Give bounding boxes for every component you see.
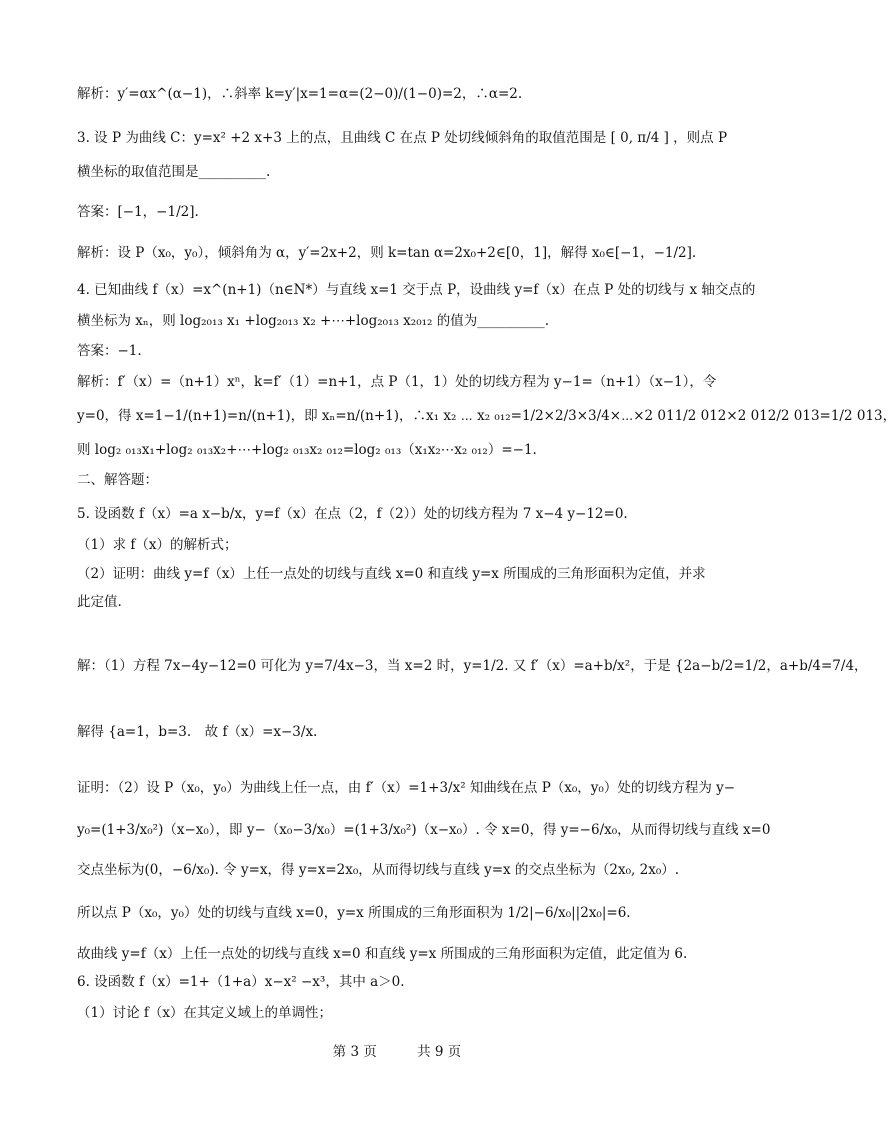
analysis-line-1: 解析：y′=αx^(α−1)，∴斜率 k=y′|x=1=α=(2−0)/(1−0)=2，∴α=2. [77,86,523,102]
answer-4: 答案：−1. [77,343,142,359]
analysis-3: 解析：设 P（x₀，y₀），倾斜角为 α，y′=2x+2，则 k=tan α=2x₀+2∈[0，1]，解得 x₀∈[−1，−1/2]. [77,245,697,261]
proof-line-1: 证明：（2）设 P（x₀，y₀）为曲线上任一点，由 f′（x）=1+3/x² 知曲线在点 P（x₀，y₀）处的切线方程为 y− [77,780,736,796]
question-3-line-2: 横坐标的取值范围是__________. [77,164,271,180]
solution-5-line-2: 解得 {a=1，b=3. 故 f（x）=x−3/x. [77,724,318,740]
question-3-line-1: 3. 设 P 为曲线 C：y=x² +2 x+3 上的点，且曲线 C 在点 P 处切线倾斜角的取值范围是 [ 0, π/4 ] ，则点 P [77,130,728,146]
question-5-part-1: （1）求 f（x）的解析式； [77,537,238,553]
total-pages: 共 9 页 [417,1044,462,1060]
proof-line-5: 故曲线 y=f（x）上任一点处的切线与直线 x=0 和直线 y=x 所围成的三角形面积为定值，此定值为 6. [77,946,688,962]
page-number: 第 3 页 [332,1044,377,1060]
question-6-part-1: （1）讨论 f（x）在其定义域上的单调性； [77,1005,332,1021]
page-footer [0,1040,794,1060]
question-5-part-2-line-1: （2）证明：曲线 y=f（x）上任一点处的切线与直线 x=0 和直线 y=x 所围成的三角形面积为定值，并求 [77,566,706,582]
analysis-4-line-1: 解析：f′（x）=（n+1）xⁿ，k=f′（1）=n+1，点 P（1，1）处的切线方程为 y−1=（n+1）（x−1），令 [77,374,717,390]
analysis-4-line-2: y=0，得 x=1−1/(n+1)=n/(n+1)，即 xₙ=n/(n+1)，∴x₁ x₂ ⋯ x₂ ₀₁₂=1/2×2/3×3/4×⋯×2 011/2 012×2 012/2 013=1/2 013， [77,408,896,424]
question-5-part-2-line-2: 此定值. [77,594,122,610]
analysis-4-line-3: 则 log₂ ₀₁₃x₁+log₂ ₀₁₃x₂+⋯+log₂ ₀₁₃x₂ ₀₁₂=log₂ ₀₁₃（x₁x₂⋯x₂ ₀₁₂）=−1. [77,442,537,458]
question-6: 6. 设函数 f（x）=1+（1+a）x−x² −x³，其中 a＞0. [77,974,405,990]
proof-line-3: 交点坐标为(0，−6/x₀). 令 y=x，得 y=x=2x₀，从而得切线与直线 y=x 的交点坐标为（2x₀, 2x₀）. [77,862,680,878]
proof-line-2: y₀=(1+3/x₀²)（x−x₀），即 y−（x₀−3/x₀）=(1+3/x₀²)（x−x₀）. 令 x=0，得 y=−6/x₀，从而得切线与直线 x=0 [77,822,771,838]
question-4-line-2: 横坐标为 xₙ，则 log₂₀₁₃ x₁ +log₂₀₁₃ x₂ +⋯+log₂₀₁₃ x₂₀₁₂ 的值为__________. [77,313,550,329]
proof-line-4: 所以点 P（x₀，y₀）处的切线与直线 x=0，y=x 所围成的三角形面积为 1/2|−6/x₀||2x₀|=6. [77,905,631,921]
question-4-line-1: 4. 已知曲线 f（x）=x^(n+1)（n∈N*）与直线 x=1 交于点 P，设曲线 y=f（x）在点 P 处的切线与 x 轴交点的 [77,282,756,298]
section-heading: 二、解答题： [77,472,158,488]
solution-5-line-1: 解：（1）方程 7x−4y−12=0 可化为 y=7/4x−3，当 x=2 时，y=1/2. 又 f′（x）=a+b/x²，于是 {2a−b/2=1/2，a+b/4=7/4， [77,658,868,674]
answer-3: 答案：[−1，−1/2]. [77,204,199,220]
question-5: 5. 设函数 f（x）=a x−b/x，y=f（x）在点（2，f（2））处的切线方程为 7 x−4 y−12=0. [77,506,628,522]
